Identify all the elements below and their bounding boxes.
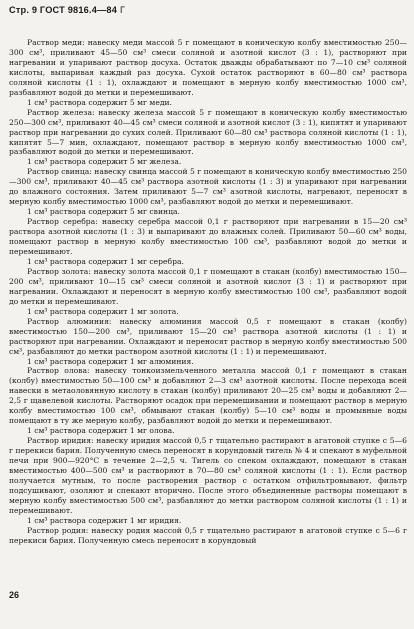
faint-header-mark: Г: [120, 5, 126, 15]
lead-concentration-note: 1 см³ раствора содержит 5 мг свинца.: [27, 207, 180, 217]
page-number: 26: [9, 590, 20, 600]
iron-concentration-note: 1 см³ раствора содержит 5 мг железа.: [27, 157, 182, 167]
aluminum-concentration-note: 1 см³ раствора содержит 1 мг алюминия.: [27, 356, 194, 366]
running-title: Стр. 9 ГОСТ 9816.4—84: [9, 5, 118, 15]
iridium-solution-paragraph: Раствор иридия: навеску иридия массой 0,5 г тщательно растирают в агатовой ступке с 5—6 г перекиси бария. Полученную смесь переносят в корундовый тигель № 4 и спекают в муфельной печи при 900—920°С в течение 2—2,5 ч. Тигель со спеком охлаждают, помещают в стакан вместимостью 400—500 см³ и растворяют в 70—80 см³ соляной кислоты (1 : 1). Если раствор получается мутным, то после растворения раствор с остатком отфильтровывают, фильтр подсушивают, озоляют и спекают вторично. После этого объединенные растворы помещают в мерную колбу вместимостью 500 см³, разбавляют до метки раствором соляной кислоты (1 : 1) и перемешивают.: [9, 436, 407, 515]
copper-solution-paragraph: Раствор меди: навеску меди массой 5 г помещают в коническую колбу вместимостью 250—300 см³, приливают 45—50 см³ смеси соляной и азотной кислот (3 : 1), растворяют при нагревании и упаривают раствор досуха. Остаток дважды обрабатывают по 7—10 см³ соляной кислоты, выпаривая каждый раз досуха. Сухой остаток растворяют в 60—80 см³ раствора соляной кислоты (1 : 1), охлаждают и помещают в мерную колбу вместимостью 1000 см³, разбавляют водой до метки и перемешивают.: [9, 38, 407, 97]
rhodium-solution-paragraph: Раствор родия: навеску родия массой 0,5 г тщательно растирают в агатовой ступке с 5—6 г перекиси бария. Полученную смесь переносят в корундовый: [9, 525, 407, 545]
iron-solution-paragraph: Раствор железа: навеску железа массой 5 г помещают в коническую колбу вместимостью 250—300 см³, приливают 40—45 см³ смеси соляной и азотной кислот (3 : 1), кипятят и упаривают раствор при нагревании до сухих солей. Приливают 60—80 см³ раствора соляной кислоты (1 : 1), кипятят 5—7 мин, охлаждают, помещают раствор в мерную колбу вместимостью 1000 см³, разбавляют водой до метки и перемешивают.: [9, 107, 407, 157]
copper-concentration-note: 1 см³ раствора содержит 5 мг меди.: [27, 97, 172, 107]
lead-solution-paragraph: Раствор свинца: навеску свинца массой 5 г помещают в коническую колбу вместимостью 250—300 см³, приливают 40—45 см³ раствора азотной кислоты (1 : 3) и упаривают при нагревании до влажного состояния. Затем приливают 5—7 см³ азотной кислоты, нагревают, переносят в мерную колбу вместимостью 1000 см³, разбавляют водой до метки и перемешивают.: [9, 167, 407, 207]
iridium-concentration-note: 1 см³ раствора содержит 1 мг иридия.: [27, 515, 182, 525]
gold-concentration-note: 1 см³ раствора содержит 1 мг золота.: [27, 306, 179, 316]
silver-solution-paragraph: Раствор серебра: навеску серебра массой 0,1 г растворяют при нагревании в 15—20 см³ раствора азотной кислоты (1 : 3) и выпаривают до влажных солей. Приливают 50—60 см³ воды, помещают раствор в мерную колбу вместимостью 100 см³, разбавляют водой до метки и перемешивают.: [9, 217, 407, 257]
aluminum-solution-paragraph: Раствор алюминия: навеску алюминия массой 0,5 г помещают в стакан (колбу) вместимостью 150—200 см³, приливают 15—20 см³ раствора азотной кислоты (1 : 1) и растворяют при нагревании. Охлаждают и переносят раствор в мерную колбу вместимостью 500 см³, разбавляют до метки раствором азотной кислоты (1 : 1) и перемешивают.: [9, 316, 407, 356]
tin-solution-paragraph: Раствор олова: навеску тонкоизмельченного металла массой 0,1 г помещают в стакан (колбу) вместимостью 50—100 см³ и добавляют 2—3 см³ азотной кислоты. После перехода всей навески в метаоловянную кислоту в стакан (колбу) приливают 20—25 см³ воды и добавляют 2—2,5 г щавелевой кислоты. Растворяют осадок при перемешивании и помещают раствор в мерную колбу вместимостью 100 см³, обмывают стакан (колбу) 5—10 см³ воды и промывные воды помещают в ту же мерную колбу, разбавляют водой до метки и перемешивают.: [9, 366, 407, 426]
gold-solution-paragraph: Раствор золота: навеску золота массой 0,1 г помещают в стакан (колбу) вместимостью 150—200 см³, приливают 10—15 см³ смеси соляной и азотной кислот (3 : 1) и растворяют при нагревании. Охлаждают и переносят в мерную колбу вместимостью 100 см³, разбавляют водой до метки и перемешивают.: [9, 266, 407, 306]
tin-concentration-note: 1 см³ раствора содержит 1 мг олова.: [27, 426, 175, 436]
silver-concentration-note: 1 см³ раствора содержит 1 мг серебра.: [27, 256, 184, 266]
running-header: [9, 5, 125, 15]
document-body: [9, 38, 407, 546]
